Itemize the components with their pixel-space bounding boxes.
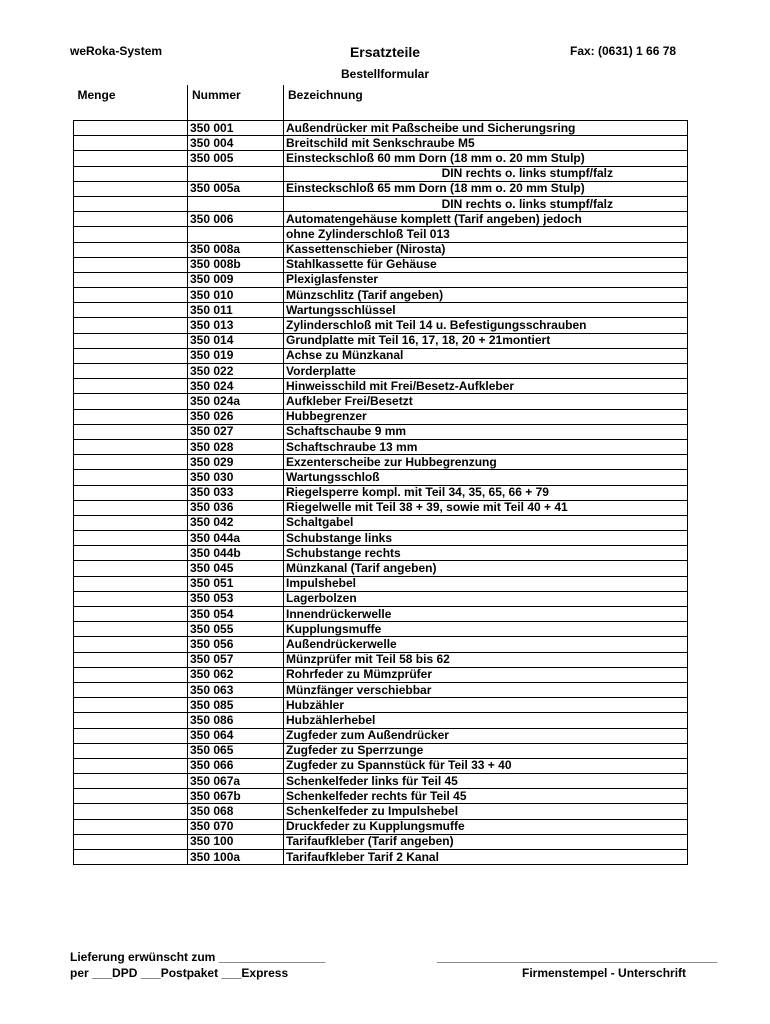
part-number-cell: 350 006 <box>188 212 284 227</box>
quantity-cell[interactable] <box>74 242 188 257</box>
table-row <box>74 166 688 181</box>
table-row <box>74 181 688 196</box>
part-number-cell: 350 070 <box>188 819 284 834</box>
table-row <box>74 151 688 166</box>
part-description-cell: Münzschlitz (Tarif angeben) <box>284 288 688 303</box>
table-row <box>74 272 688 287</box>
table-row <box>74 288 688 303</box>
table-row <box>74 333 688 348</box>
table-row <box>74 652 688 667</box>
part-description-cell: Hubbegrenzer <box>284 409 688 424</box>
part-number-cell: 350 024a <box>188 394 284 409</box>
part-number-cell: 350 057 <box>188 652 284 667</box>
table-row <box>74 850 688 865</box>
part-description-cell: Münzkanal (Tarif angeben) <box>284 561 688 576</box>
part-description-cell: Exzenterscheibe zur Hubbegrenzung <box>284 455 688 470</box>
part-description-cell: Grundplatte mit Teil 16, 17, 18, 20 + 21montiert <box>284 333 688 348</box>
table-row <box>74 561 688 576</box>
quantity-cell[interactable] <box>74 485 188 500</box>
quantity-cell[interactable] <box>74 561 188 576</box>
quantity-cell[interactable] <box>74 394 188 409</box>
quantity-cell[interactable] <box>74 379 188 394</box>
company-name: weRoka-System <box>70 44 163 58</box>
column-header-bezeichnung: Bezeichnung <box>284 85 688 121</box>
table-row <box>74 318 688 333</box>
quantity-cell[interactable] <box>74 682 188 697</box>
part-number-cell: 350 042 <box>188 515 284 530</box>
part-number-cell: 350 054 <box>188 607 284 622</box>
part-description-cell: Hubzählerhebel <box>284 713 688 728</box>
table-row <box>74 728 688 743</box>
part-number-cell: 350 011 <box>188 303 284 318</box>
part-number-cell <box>188 196 284 211</box>
quantity-cell[interactable] <box>74 257 188 272</box>
table-row <box>74 136 688 151</box>
quantity-cell[interactable] <box>74 804 188 819</box>
part-number-cell: 350 067a <box>188 774 284 789</box>
part-description-cell: Riegelsperre kompl. mit Teil 34, 35, 65, 66 + 79 <box>284 485 688 500</box>
quantity-cell[interactable] <box>74 288 188 303</box>
table-row <box>74 455 688 470</box>
quantity-cell[interactable] <box>74 789 188 804</box>
table-row <box>74 682 688 697</box>
order-table <box>73 85 688 865</box>
table-row <box>74 212 688 227</box>
quantity-cell[interactable] <box>74 758 188 773</box>
table-row <box>74 394 688 409</box>
part-description-cell: Wartungsschlüssel <box>284 303 688 318</box>
quantity-cell[interactable] <box>74 303 188 318</box>
part-description-cell: Tarifaufkleber Tarif 2 Kanal <box>284 850 688 865</box>
part-description-cell: Riegelwelle mit Teil 38 + 39, sowie mit Teil 40 + 41 <box>284 500 688 515</box>
part-number-cell: 350 030 <box>188 470 284 485</box>
part-description-cell: Schubstange links <box>284 531 688 546</box>
page-title: Ersatzteile <box>349 44 421 60</box>
part-description-cell: Einsteckschloß 65 mm Dorn (18 mm o. 20 mm Stulp) <box>284 181 688 196</box>
part-description-cell: ohne Zylinderschloß Teil 013 <box>284 227 688 242</box>
part-description-cell: Vorderplatte <box>284 364 688 379</box>
table-row <box>74 789 688 804</box>
quantity-cell[interactable] <box>74 576 188 591</box>
table-row <box>74 758 688 773</box>
page-subtitle: Bestellformular <box>340 67 430 81</box>
part-number-cell: 350 027 <box>188 424 284 439</box>
table-row <box>74 515 688 530</box>
table-row <box>74 439 688 454</box>
part-number-cell: 350 008a <box>188 242 284 257</box>
table-row <box>74 743 688 758</box>
part-number-cell: 350 086 <box>188 713 284 728</box>
table-row <box>74 804 688 819</box>
table-row <box>74 546 688 561</box>
table-row <box>74 698 688 713</box>
quantity-cell[interactable] <box>74 637 188 652</box>
quantity-cell[interactable] <box>74 834 188 849</box>
part-description-cell: Kassettenschieber (Nirosta) <box>284 242 688 257</box>
table-row <box>74 819 688 834</box>
part-description-cell: Schenkelfeder zu Impulshebel <box>284 804 688 819</box>
part-description-cell: Aufkleber Frei/Besetzt <box>284 394 688 409</box>
table-row <box>74 834 688 849</box>
part-description-cell: Stahlkassette für Gehäuse <box>284 257 688 272</box>
table-row <box>74 774 688 789</box>
shipping-method-line: per ___DPD ___Postpaket ___Express <box>70 966 289 980</box>
part-description-cell: DIN rechts o. links stumpf/falz <box>284 196 688 211</box>
part-number-cell: 350 029 <box>188 455 284 470</box>
table-row <box>74 576 688 591</box>
part-number-cell: 350 100 <box>188 834 284 849</box>
part-description-cell: Impulshebel <box>284 576 688 591</box>
column-header-nummer: Nummer <box>188 85 284 121</box>
table-row <box>74 303 688 318</box>
quantity-cell[interactable] <box>74 364 188 379</box>
signature-line: __________________________________________ <box>437 950 718 964</box>
table-body <box>74 121 688 865</box>
part-number-cell <box>188 227 284 242</box>
part-description-cell: Zylinderschloß mit Teil 14 u. Befestigungsschrauben <box>284 318 688 333</box>
part-number-cell: 350 055 <box>188 622 284 637</box>
part-description-cell: Zugfeder zu Spannstück für Teil 33 + 40 <box>284 758 688 773</box>
part-number-cell: 350 065 <box>188 743 284 758</box>
quantity-cell[interactable] <box>74 774 188 789</box>
part-number-cell: 350 044b <box>188 546 284 561</box>
part-number-cell: 350 062 <box>188 667 284 682</box>
quantity-cell[interactable] <box>74 409 188 424</box>
table-row <box>74 257 688 272</box>
part-description-cell: Münzfänger verschiebbar <box>284 682 688 697</box>
part-number-cell: 350 028 <box>188 439 284 454</box>
part-description-cell: Achse zu Münzkanal <box>284 348 688 363</box>
part-description-cell: Lagerbolzen <box>284 591 688 606</box>
quantity-cell[interactable] <box>74 455 188 470</box>
part-number-cell: 350 024 <box>188 379 284 394</box>
quantity-cell[interactable] <box>74 196 188 211</box>
table-row <box>74 485 688 500</box>
quantity-cell[interactable] <box>74 121 188 136</box>
column-header-menge: Menge <box>74 85 188 121</box>
quantity-cell[interactable] <box>74 333 188 348</box>
quantity-cell[interactable] <box>74 607 188 622</box>
part-number-cell: 350 013 <box>188 318 284 333</box>
table-row <box>74 121 688 136</box>
part-description-cell: Plexiglasfenster <box>284 272 688 287</box>
quantity-cell[interactable] <box>74 181 188 196</box>
quantity-cell[interactable] <box>74 348 188 363</box>
part-description-cell: Tarifaufkleber (Tarif angeben) <box>284 834 688 849</box>
quantity-cell[interactable] <box>74 500 188 515</box>
table-row <box>74 424 688 439</box>
table-row <box>74 348 688 363</box>
table-row <box>74 607 688 622</box>
table-row <box>74 196 688 211</box>
part-number-cell: 350 056 <box>188 637 284 652</box>
quantity-cell[interactable] <box>74 591 188 606</box>
part-number-cell: 350 008b <box>188 257 284 272</box>
signature-label: Firmenstempel - Unterschrift <box>522 966 687 980</box>
part-description-cell: Schenkelfeder rechts für Teil 45 <box>284 789 688 804</box>
table-row <box>74 637 688 652</box>
quantity-cell[interactable] <box>74 272 188 287</box>
part-description-cell: Wartungsschloß <box>284 470 688 485</box>
part-description-cell: Hinweisschild mit Frei/Besetz-Aufkleber <box>284 379 688 394</box>
part-number-cell: 350 053 <box>188 591 284 606</box>
part-number-cell: 350 004 <box>188 136 284 151</box>
table-row <box>74 227 688 242</box>
table-row <box>74 591 688 606</box>
table-row <box>74 242 688 257</box>
part-number-cell: 350 068 <box>188 804 284 819</box>
quantity-cell[interactable] <box>74 622 188 637</box>
part-description-cell: Kupplungsmuffe <box>284 622 688 637</box>
part-number-cell: 350 063 <box>188 682 284 697</box>
quantity-cell[interactable] <box>74 166 188 181</box>
quantity-cell[interactable] <box>74 667 188 682</box>
quantity-cell[interactable] <box>74 728 188 743</box>
part-number-cell: 350 067b <box>188 789 284 804</box>
table-row <box>74 622 688 637</box>
part-description-cell: Schubstange rechts <box>284 546 688 561</box>
part-number-cell: 350 100a <box>188 850 284 865</box>
fax-number: Fax: (0631) 1 66 78 <box>570 44 677 58</box>
part-description-cell: Zugfeder zum Außendrücker <box>284 728 688 743</box>
quantity-cell[interactable] <box>74 531 188 546</box>
quantity-cell[interactable] <box>74 151 188 166</box>
part-number-cell: 350 005 <box>188 151 284 166</box>
table-row <box>74 713 688 728</box>
quantity-cell[interactable] <box>74 819 188 834</box>
part-number-cell: 350 064 <box>188 728 284 743</box>
part-number-cell: 350 036 <box>188 500 284 515</box>
table-row <box>74 379 688 394</box>
quantity-cell[interactable] <box>74 652 188 667</box>
part-number-cell: 350 066 <box>188 758 284 773</box>
quantity-cell[interactable] <box>74 850 188 865</box>
part-number-cell: 350 085 <box>188 698 284 713</box>
table-row <box>74 470 688 485</box>
delivery-date-line: Lieferung erwünscht zum ________________ <box>70 950 326 964</box>
table-row <box>74 409 688 424</box>
table-row <box>74 531 688 546</box>
part-description-cell: Automatengehäuse komplett (Tarif angeben) jedoch <box>284 212 688 227</box>
quantity-cell[interactable] <box>74 546 188 561</box>
part-number-cell: 350 010 <box>188 288 284 303</box>
quantity-cell[interactable] <box>74 318 188 333</box>
quantity-cell[interactable] <box>74 743 188 758</box>
part-number-cell: 350 044a <box>188 531 284 546</box>
part-description-cell: DIN rechts o. links stumpf/falz <box>284 166 688 181</box>
part-number-cell: 350 009 <box>188 272 284 287</box>
quantity-cell[interactable] <box>74 470 188 485</box>
part-description-cell: Rohrfeder zu Mümzprüfer <box>284 667 688 682</box>
part-number-cell: 350 026 <box>188 409 284 424</box>
part-number-cell <box>188 166 284 181</box>
table-row <box>74 667 688 682</box>
part-number-cell: 350 005a <box>188 181 284 196</box>
quantity-cell[interactable] <box>74 227 188 242</box>
part-description-cell: Münzprüfer mit Teil 58 bis 62 <box>284 652 688 667</box>
part-number-cell: 350 001 <box>188 121 284 136</box>
part-description-cell: Hubzähler <box>284 698 688 713</box>
quantity-cell[interactable] <box>74 439 188 454</box>
quantity-cell[interactable] <box>74 713 188 728</box>
quantity-cell[interactable] <box>74 698 188 713</box>
part-description-cell: Schenkelfeder links für Teil 45 <box>284 774 688 789</box>
part-description-cell: Außendrücker mit Paßscheibe und Sicherungsring <box>284 121 688 136</box>
table-row <box>74 364 688 379</box>
part-description-cell: Schaftschraube 13 mm <box>284 439 688 454</box>
part-description-cell: Innendrückerwelle <box>284 607 688 622</box>
part-description-cell: Druckfeder zu Kupplungsmuffe <box>284 819 688 834</box>
part-description-cell: Breitschild mit Senkschraube M5 <box>284 136 688 151</box>
part-number-cell: 350 045 <box>188 561 284 576</box>
quantity-cell[interactable] <box>74 515 188 530</box>
part-number-cell: 350 022 <box>188 364 284 379</box>
quantity-cell[interactable] <box>74 424 188 439</box>
quantity-cell[interactable] <box>74 212 188 227</box>
part-number-cell: 350 033 <box>188 485 284 500</box>
table-header-row <box>74 85 688 121</box>
part-number-cell: 350 019 <box>188 348 284 363</box>
part-description-cell: Schaftschaube 9 mm <box>284 424 688 439</box>
part-number-cell: 350 051 <box>188 576 284 591</box>
quantity-cell[interactable] <box>74 136 188 151</box>
part-description-cell: Schaltgabel <box>284 515 688 530</box>
part-description-cell: Außendrückerwelle <box>284 637 688 652</box>
part-description-cell: Einsteckschloß 60 mm Dorn (18 mm o. 20 mm Stulp) <box>284 151 688 166</box>
part-description-cell: Zugfeder zu Sperrzunge <box>284 743 688 758</box>
table-row <box>74 500 688 515</box>
part-number-cell: 350 014 <box>188 333 284 348</box>
